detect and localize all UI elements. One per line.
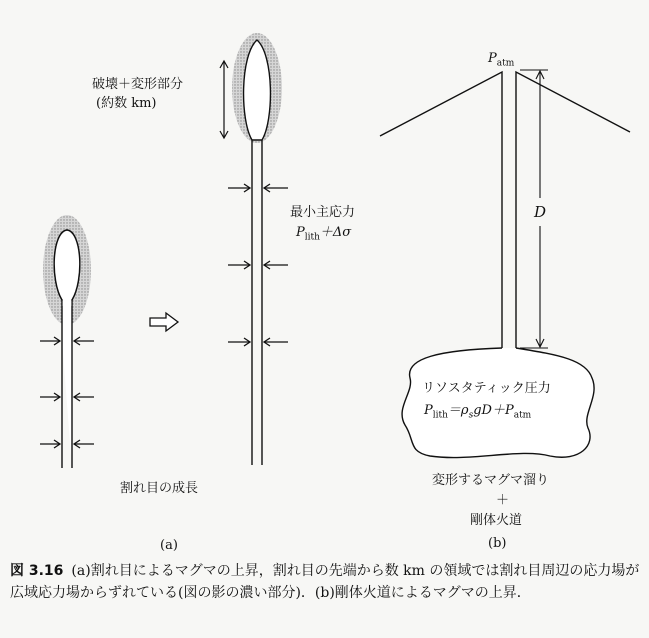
rigid-conduit-label: 剛体火道 [470,513,523,528]
growth-arrow-icon [150,313,178,331]
chamber-label: 変形するマグマ溜り [432,473,550,488]
deformation-zone-size: (約数 km) [96,96,157,111]
min-stress-label: 最小主応力 [290,205,356,220]
patm-label: $P_{atm}$ [488,51,515,69]
caption-text: (a)割れ目によるマグマの上昇，割れ目の先端から数 km の領域では割れ目周辺の応力場が広域応力場からずれている(図の影の濃い部分)．(b)剛体火道によるマグマの上昇． [10,563,640,601]
min-stress-formula: $P_{lith}+\Delta\sigma$ [296,225,352,243]
zone-size-bracket [220,61,228,138]
crack-growth-label: 割れ目の成長 [120,481,199,496]
large-crack [220,33,288,465]
deformation-zone-label: 破壊＋変形部分 [92,77,184,92]
lithostatic-pressure-label: リソスタティック圧力 [422,381,551,396]
figure-number: 図 3.16 [10,563,64,579]
depth-label: D [534,203,547,221]
panel-a-label: (a) [160,538,178,553]
figure-caption [10,560,640,604]
panel-b-label: (b) [488,536,507,551]
large-crack-arrows [228,184,288,346]
conduit-left-wall [380,72,502,348]
small-crack [40,215,94,468]
lithostatic-formula: $P_{lith}=\rho_sgD+P_{atm}$ [424,403,532,421]
conduit-diagram [380,70,630,458]
plus-sign: ＋ [496,493,510,508]
